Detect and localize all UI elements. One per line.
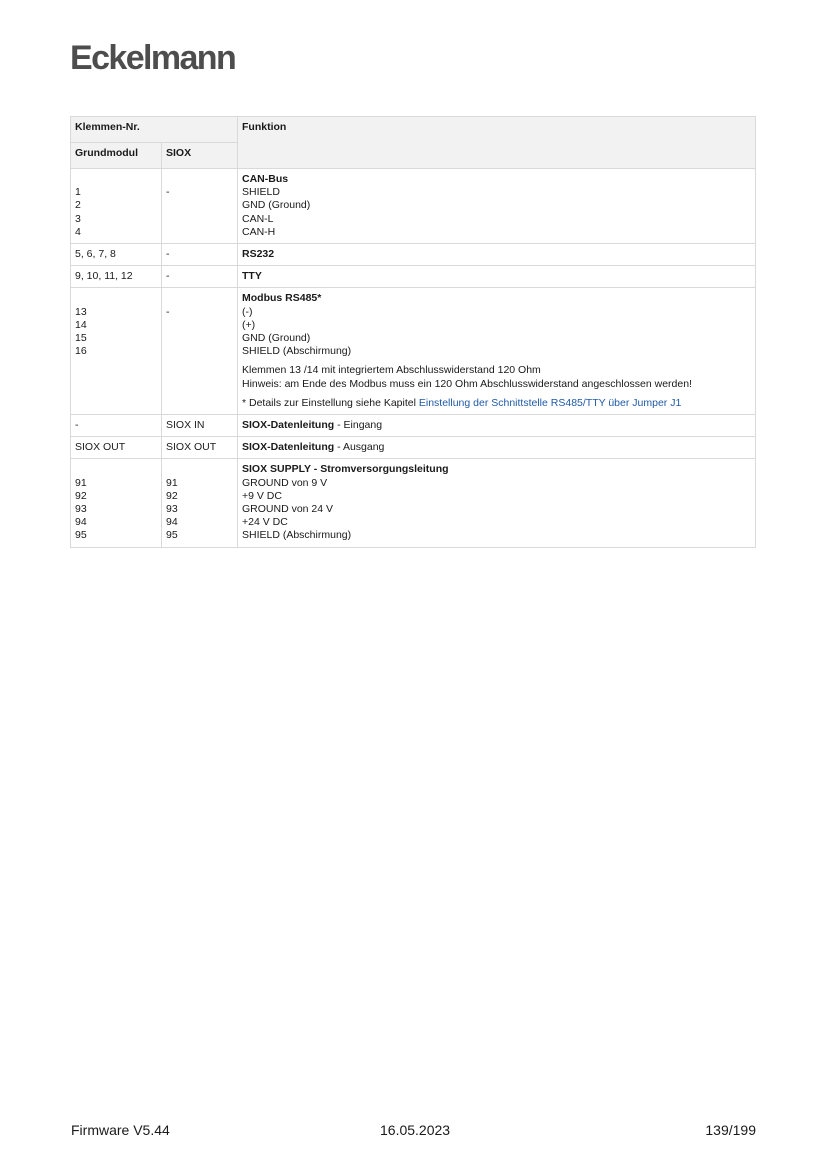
function-line: GROUND von 24 V bbox=[242, 503, 334, 516]
cell-funktion: RS232 bbox=[238, 244, 756, 266]
function-line: CAN-H bbox=[242, 225, 276, 238]
function-line: +9 V DC bbox=[242, 489, 282, 502]
cell-grundmodul: SIOX OUT bbox=[71, 437, 162, 459]
details-note bbox=[242, 397, 751, 410]
cell-siox: SIOX OUT bbox=[162, 437, 238, 459]
terminal-number: 93 bbox=[75, 503, 87, 516]
function-title: SIOX-Datenleitung bbox=[242, 419, 335, 432]
function-line: CAN-L bbox=[242, 212, 274, 225]
termination-hint: Hinweis: am Ende des Modbus muss ein 120 Ohm Abschlusswiderstand angeschlossen werden! bbox=[242, 377, 692, 390]
table-header-row bbox=[71, 117, 756, 143]
function-line: (-) bbox=[242, 305, 253, 318]
cell-siox: SIOX IN bbox=[162, 415, 238, 437]
terminal-number: 95 bbox=[75, 529, 87, 542]
terminal-number: 2 bbox=[75, 199, 81, 212]
cell-grundmodul bbox=[71, 459, 162, 547]
footer-firmware: Firmware V5.44 bbox=[71, 1122, 170, 1138]
rs485-jumper-link[interactable]: Einstellung der Schnittstelle RS485/TTY über Jumper J1 bbox=[418, 396, 682, 409]
terminal-number: 4 bbox=[75, 225, 81, 238]
table-row bbox=[71, 415, 756, 437]
terminal-number: 16 bbox=[75, 345, 87, 358]
cell-grundmodul: - bbox=[71, 415, 162, 437]
table-row bbox=[71, 169, 756, 244]
terminal-number: 92 bbox=[75, 489, 87, 502]
footer-page-number: 139/199 bbox=[705, 1122, 756, 1138]
header-funktion: Funktion bbox=[238, 117, 756, 169]
function-line: GROUND von 9 V bbox=[242, 476, 328, 489]
header-siox: SIOX bbox=[162, 143, 238, 169]
cell-funktion bbox=[238, 169, 756, 244]
siox-value: - bbox=[166, 305, 170, 318]
cell-funktion bbox=[238, 415, 756, 437]
cell-grundmodul bbox=[71, 288, 162, 415]
table-row bbox=[71, 266, 756, 288]
cell-funktion bbox=[238, 459, 756, 547]
terminal-number: 92 bbox=[166, 489, 178, 502]
terminal-number: 91 bbox=[75, 476, 87, 489]
terminal-table bbox=[70, 116, 756, 548]
cell-siox bbox=[162, 288, 238, 415]
terminal-number: 95 bbox=[166, 529, 178, 542]
terminal-number: 94 bbox=[166, 516, 178, 529]
function-title: SIOX-Datenleitung bbox=[242, 441, 335, 454]
terminal-number: 3 bbox=[75, 212, 81, 225]
function-title: CAN-Bus bbox=[242, 173, 289, 185]
termination-note: Klemmen 13 /14 mit integriertem Abschlusswiderstand 120 Ohm bbox=[242, 364, 541, 377]
cell-siox bbox=[162, 169, 238, 244]
function-line: GND (Ground) bbox=[242, 199, 311, 212]
siox-value: - bbox=[166, 186, 170, 199]
table-row bbox=[71, 244, 756, 266]
terminal-number: 14 bbox=[75, 318, 87, 331]
cell-grundmodul: 5, 6, 7, 8 bbox=[71, 244, 162, 266]
cell-grundmodul: 9, 10, 11, 12 bbox=[71, 266, 162, 288]
function-line: SHIELD (Abschirmung) bbox=[242, 345, 352, 358]
table-row bbox=[71, 459, 756, 547]
table-row bbox=[71, 288, 756, 415]
function-title: Modbus RS485* bbox=[242, 292, 322, 305]
terminal-number: 91 bbox=[166, 476, 178, 489]
header-klemmen-nr: Klemmen-Nr. bbox=[71, 117, 238, 143]
cell-funktion bbox=[238, 288, 756, 415]
function-suffix: - Eingang bbox=[334, 419, 383, 432]
terminal-number: 93 bbox=[166, 503, 178, 516]
cell-siox: - bbox=[162, 266, 238, 288]
terminal-number: 94 bbox=[75, 516, 87, 529]
header-grundmodul: Grundmodul bbox=[71, 143, 162, 169]
footer-date: 16.05.2023 bbox=[380, 1122, 451, 1138]
function-line: SHIELD (Abschirmung) bbox=[242, 529, 352, 542]
terminal-number: 1 bbox=[75, 186, 81, 199]
function-line: GND (Ground) bbox=[242, 332, 311, 345]
function-line: (+) bbox=[242, 318, 256, 331]
table-row bbox=[71, 437, 756, 459]
cell-grundmodul bbox=[71, 169, 162, 244]
function-title: SIOX SUPPLY - Stromversorgungsleitung bbox=[242, 463, 449, 476]
terminal-number: 13 bbox=[75, 305, 87, 318]
terminal-number: 15 bbox=[75, 332, 87, 345]
eckelmann-logo: Eckelmann bbox=[70, 39, 236, 77]
cell-funktion: TTY bbox=[238, 266, 756, 288]
function-line: +24 V DC bbox=[242, 516, 288, 529]
cell-siox: - bbox=[162, 244, 238, 266]
cell-funktion bbox=[238, 437, 756, 459]
function-line: SHIELD bbox=[242, 186, 280, 199]
details-prefix: * Details zur Einstellung siehe Kapitel bbox=[242, 396, 419, 409]
function-suffix: - Ausgang bbox=[334, 441, 385, 454]
cell-siox bbox=[162, 459, 238, 547]
